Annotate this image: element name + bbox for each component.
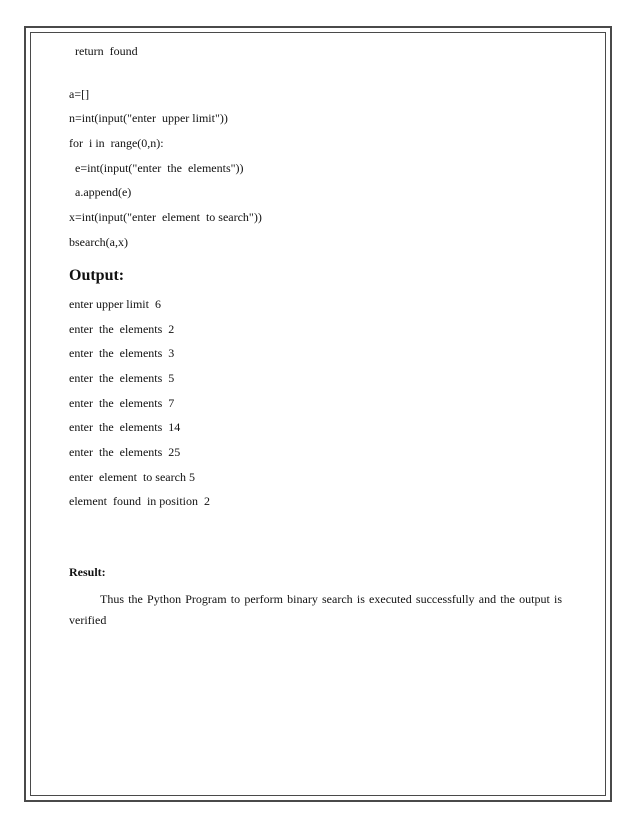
output-line: enter the elements 5 bbox=[69, 370, 175, 385]
code-line: for i in range(0,n): bbox=[69, 136, 164, 151]
output-line: enter the elements 14 bbox=[69, 420, 181, 435]
code-block bbox=[69, 87, 569, 249]
code-line: e=int(input("enter the elements")) bbox=[69, 160, 244, 175]
output-heading: Output: bbox=[69, 266, 125, 284]
output-line: enter the elements 25 bbox=[69, 444, 181, 459]
code-line: n=int(input("enter upper limit")) bbox=[69, 111, 228, 126]
output-line: enter the elements 2 bbox=[69, 321, 175, 336]
output-line: enter element to search 5 bbox=[69, 469, 195, 484]
code-block-top bbox=[69, 44, 569, 58]
output-line: element found in position 2 bbox=[69, 494, 210, 509]
code-line: x=int(input("enter element to search")) bbox=[69, 210, 262, 225]
code-line: a=[] bbox=[69, 86, 90, 101]
output-line: enter the elements 7 bbox=[69, 395, 175, 410]
output-block bbox=[69, 297, 569, 509]
result-heading: Result: bbox=[69, 565, 106, 579]
output-line: enter upper limit 6 bbox=[69, 296, 161, 311]
document-content bbox=[69, 44, 569, 631]
code-line: a.append(e) bbox=[69, 185, 132, 200]
result-paragraph: Thus the Python Program to perform binary search is executed successfully and the output is verified bbox=[69, 592, 562, 627]
output-line: enter the elements 3 bbox=[69, 346, 175, 361]
code-line: return found bbox=[69, 44, 138, 58]
code-line: bsearch(a,x) bbox=[69, 234, 128, 249]
